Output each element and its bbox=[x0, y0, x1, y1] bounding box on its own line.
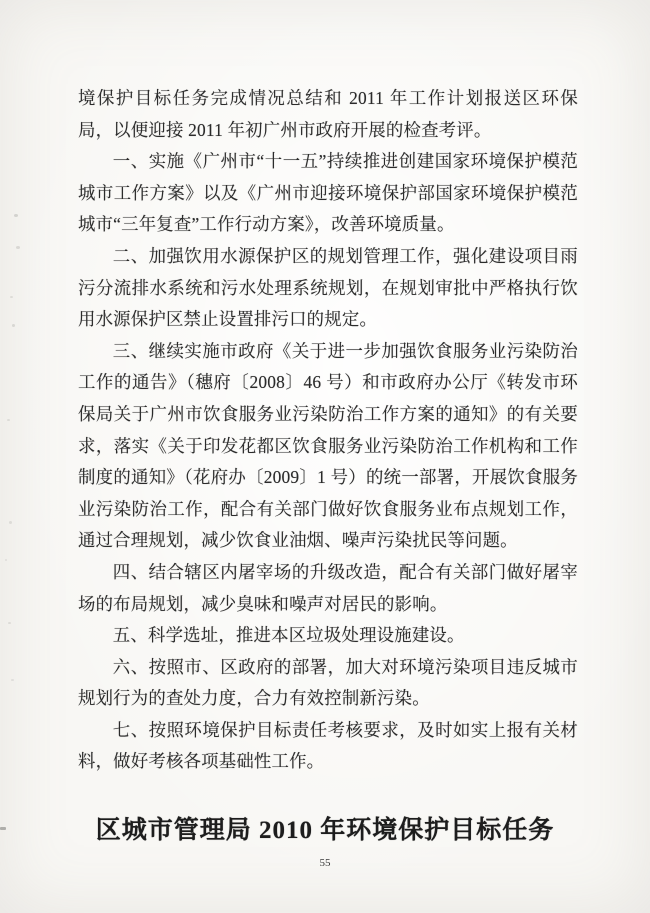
paragraph: 四、结合辖区内屠宰场的升级改造，配合有关部门做好屠宰场的布局规划，减少臭味和噪声对居民的影响。 bbox=[78, 561, 578, 614]
paragraph: 一、实施《广州市“十一五”持续推进创建国家环境保护模范城市工作方案》以及《广州市迎接环境保护部国家环境保护模范城市“三年复查”工作行动方案》，改善环境质量。 bbox=[78, 151, 578, 235]
scan-speck bbox=[10, 296, 13, 298]
document-body bbox=[78, 83, 578, 778]
page-number: 55 bbox=[319, 857, 331, 869]
scan-speck bbox=[9, 521, 12, 524]
paragraph: 六、按照市、区政府的部署，加大对环境污染项目违反城市规划行为的查处力度，合力有效控制新污染。 bbox=[78, 656, 578, 709]
scan-speck bbox=[7, 419, 10, 421]
scan-speck bbox=[16, 246, 20, 249]
paragraph: 五、科学选址，推进本区垃圾处理设施建设。 bbox=[112, 625, 465, 646]
scan-speck bbox=[5, 559, 7, 561]
paragraph: 二、加强饮用水源保护区的规划管理工作，强化建设项目雨污分流排水系统和污水处理系统规划，在规划审批中严格执行饮用水源保护区禁止设置排污口的规定。 bbox=[78, 245, 578, 330]
scan-speck bbox=[11, 679, 14, 681]
section-heading: 区城市管理局 2010 年环境保护目标任务 bbox=[95, 817, 555, 844]
scan-speck bbox=[14, 214, 18, 217]
paragraph: 三、继续实施市政府《关于进一步加强饮食服务业污染防治工作的通告》（穗府〔2008〕46 号）和市政府办公厅《转发市环保局关于广州市饮食服务业污染防治工作方案的通知》的有关要求，落实《关于印发花都区饮食服务业污染防治工作机构和工作制度的通知》（花府办〔2009〕1 号）的统一部署，开展饮食服务业污染防治工作，配合有关部门做好饮食服务业布点规划工作，通过合理规划，减少饮食业油烟、噪声污染扰民等问题。 bbox=[78, 340, 578, 551]
paragraph: 七、按照环境保护目标责任考核要求，及时如实上报有关材料，做好考核各项基础性工作。 bbox=[78, 719, 578, 772]
paragraph: 境保护目标任务完成情况总结和 2011 年工作计划报送区环保局，以便迎接 2011 年初广州市政府开展的检查考评。 bbox=[78, 88, 578, 140]
scan-speck bbox=[8, 622, 11, 624]
scan-speck bbox=[12, 324, 15, 327]
